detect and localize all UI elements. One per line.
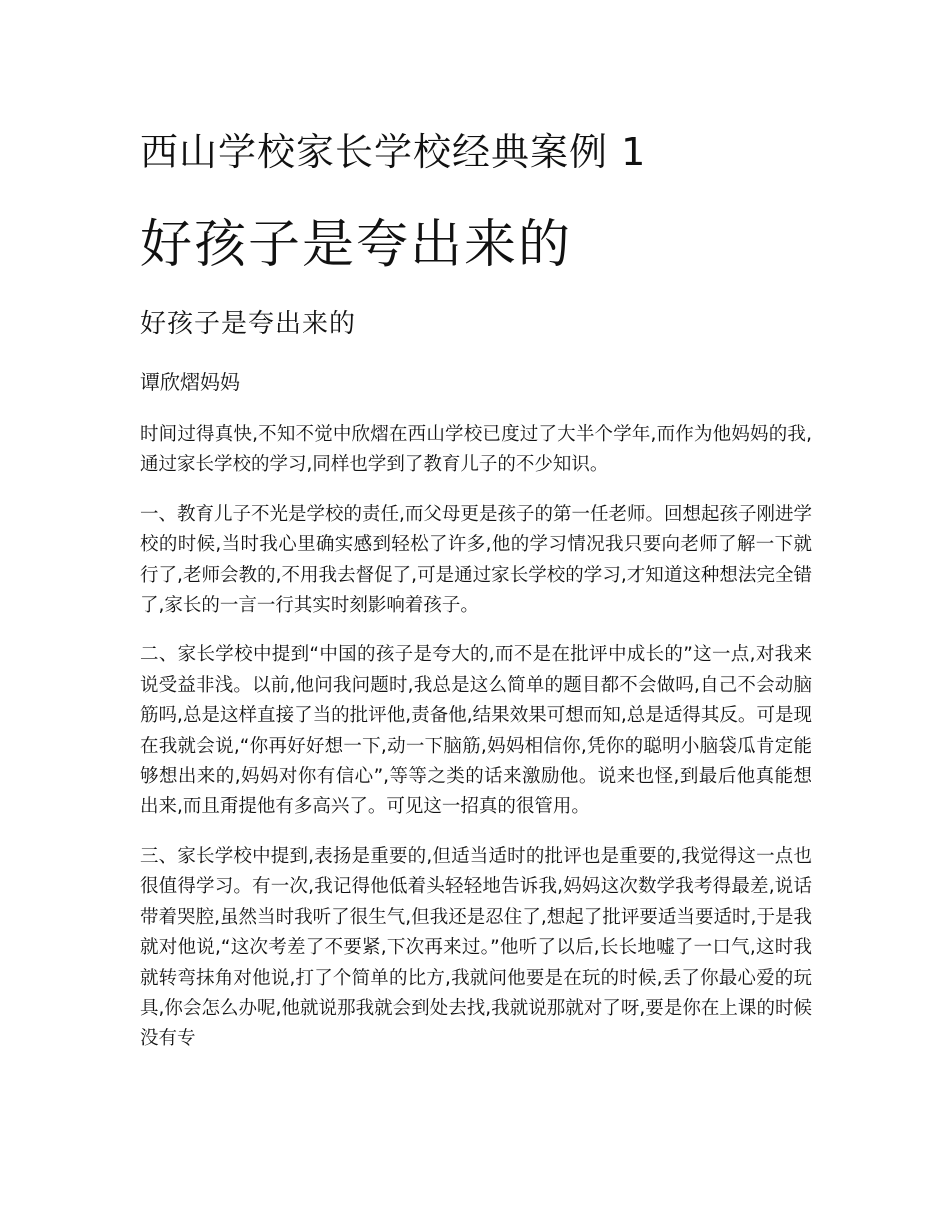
document-heading: 西山学校家长学校经典案例 1 [140, 130, 647, 174]
paragraph-2: 一、教育儿子不光是学校的责任,而父母更是孩子的第一任老师。回想起孩子刚进学校的时候,当时我心里确实感到轻松了许多,他的学习情况我只要向老师了解一下就行了,老师会教的,不用我去督促了,可是通过家长学校的学习,才知道这种想法完全错了,家长的一言一行其实时刻影响着孩子。 [140, 503, 812, 617]
article-subtitle: 好孩子是夸出来的 [140, 309, 357, 339]
article-body [140, 420, 812, 1074]
paragraph-1: 时间过得真快,不知不觉中欣熠在西山学校已度过了大半个学年,而作为他妈妈的我,通过家长学校的学习,同样也学到了教育儿子的不少知识。 [140, 424, 812, 476]
paragraph-3: 二、家长学校中提到“中国的孩子是夸大的,而不是在批评中成长的”这一点,对我来说受益非浅。以前,他问我问题时,我总是这么简单的题目都不会做吗,自己不会动脑筋吗,总是这样直接了当的批评他,责备他,结果效果可想而知,总是适得其反。可是现在我就会说,“你再好好想一下,动一下脑筋,妈妈相信你,凭你的聪明小脑袋瓜肯定能够想出来的,妈妈对你有信心”,等等之类的话来激励他。说来也怪,到最后他真能想出来,而且甭提他有多高兴了。可见这一招真的很管用。 [140, 644, 812, 818]
paragraph-4: 三、家长学校中提到,表扬是重要的,但适当适时的批评也是重要的,我觉得这一点也很值得学习。有一次,我记得他低着头轻轻地告诉我,妈妈这次数学我考得最差,说话带着哭腔,虽然当时我听了很生气,但我还是忍住了,想起了批评要适当要适时,于是我就对他说,“这次考差了不要紧,下次再来过。”他听了以后,长长地嘘了一口气,这时我就转弯抹角对他说,打了个简单的比方,我就问他要是在玩的时候,丢了你最心爱的玩具,你会怎么办呢,他就说那我就会到处去找,我就说那就对了呀,要是你在上课的时候没有专 [140, 845, 812, 1050]
article-title: 好孩子是夸出来的 [140, 215, 573, 275]
author-line: 谭欣熠妈妈 [140, 370, 240, 394]
